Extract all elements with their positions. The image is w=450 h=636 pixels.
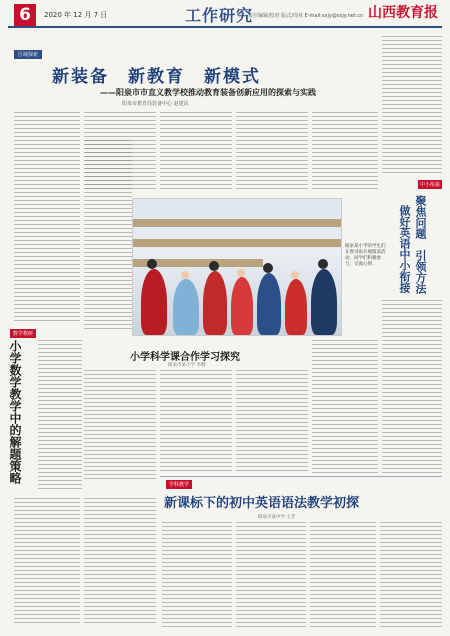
english-column-4 (380, 522, 442, 628)
section-divider (160, 476, 442, 477)
issue-date: 2020 年 12 月 7 日 (44, 11, 108, 19)
main-article-column-4 (236, 112, 308, 192)
students-reading-photo (132, 198, 342, 336)
section-title: 工作研究 (185, 6, 254, 25)
english-article-byline: 阳泉市某中学 王芳 (258, 515, 296, 520)
math-column-1 (38, 340, 82, 490)
page-number: 6 (14, 4, 36, 26)
right-column-bottom (382, 300, 442, 476)
math-column-2 (14, 498, 80, 626)
right-article-title-1: 聚焦问题 引领方法 (414, 195, 427, 294)
main-article-subtitle: ——阳泉市市直义教学校推动教育装备创新应用的探索与实践 (100, 88, 316, 97)
column-label-english: 学科教学 (166, 480, 192, 489)
science-column-4 (312, 340, 378, 474)
math-article-title: 小学数学教学中的解题策略 (8, 340, 22, 484)
english-column-3 (310, 522, 376, 628)
column-label-right: 中小衔接 (420, 182, 441, 188)
right-column-top (382, 36, 442, 176)
english-article-title: 新课标下的初中英语语法教学初探 (164, 496, 360, 511)
english-column-1 (162, 522, 232, 628)
science-column-1 (84, 370, 156, 482)
photo-caption: 阳泉某小学的学生们在图书角开展阅读活动，同学们积极参与，交流心得。 (345, 244, 386, 267)
editor-contact: 责任编辑/校对 版式/周亚 E-mail:sxjy@sxjy.net.cn (248, 13, 364, 19)
header-rule (8, 26, 442, 28)
science-article-title: 小学科学课合作学习探究 (130, 352, 240, 363)
main-article-column-6 (84, 140, 132, 330)
main-article-byline: 阳泉市教育局装备中心 赵建民 (122, 101, 189, 107)
english-column-2 (236, 522, 306, 628)
newspaper-logo: 山西教育报 (368, 5, 438, 21)
column-label-math: 数学教研 (10, 329, 36, 338)
main-article-title: 新装备 新教育 新模式 (52, 67, 261, 87)
right-article-title-2: 做好英语中小衔接 (398, 205, 411, 293)
main-article-column-5 (312, 112, 378, 192)
science-column-3 (236, 370, 308, 474)
main-article-column-3 (160, 112, 232, 192)
science-article-byline: 阳泉市某小学 李娜 (168, 363, 206, 368)
main-article-column-1 (14, 112, 80, 322)
column-label-main: 区域探索 (14, 50, 42, 59)
science-column-2 (160, 370, 232, 474)
math-column-3 (84, 498, 156, 626)
